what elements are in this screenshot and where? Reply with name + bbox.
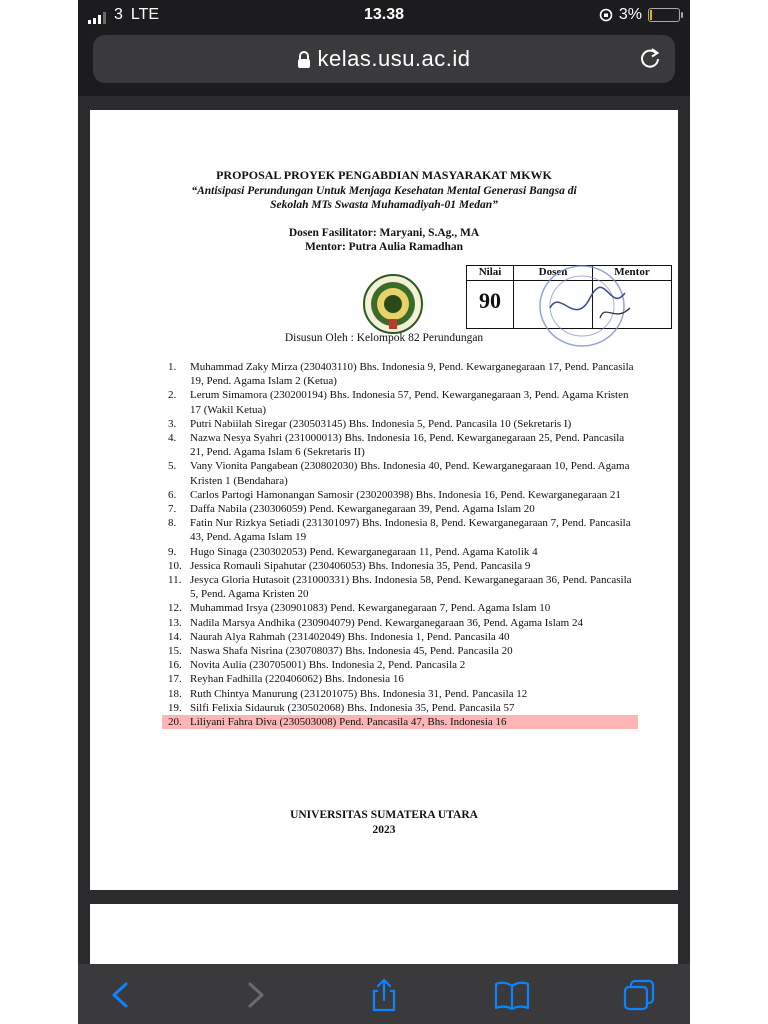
grade-divider [513, 266, 514, 328]
member-item [168, 658, 638, 672]
member-text: Muhammad Zaky Mirza (230403110) Bhs. Indonesia 9, Pend. Kewarganegaraan 17, Pend. Pancasila 19, Pend. Agama Islam 2 (Ketua) [190, 361, 634, 388]
member-number: 17. [168, 673, 182, 686]
document-page [90, 110, 678, 890]
member-text: Daffa Nabila (230306059) Pend. Kewarganegaraan 39, Pend. Agama Islam 20 [190, 503, 535, 516]
clock: 13.38 [363, 6, 405, 23]
share-icon[interactable] [364, 978, 404, 1012]
member-number: 11. [168, 574, 182, 587]
member-item [168, 516, 638, 544]
phone-screen [78, 0, 690, 1024]
grade-value: 90 [479, 288, 501, 313]
battery-icon [648, 8, 680, 22]
member-item [168, 545, 638, 559]
grade-header-nilai: Nilai [478, 266, 502, 278]
member-text: Jessica Romauli Sipahutar (230406053) Bhs. Indonesia 35, Pend. Pancasila 9 [190, 559, 531, 572]
member-text: Muhammad Irsya (230901083) Pend. Kewarganegaraan 7, Pend. Agama Islam 10 [190, 602, 551, 615]
member-number: 16. [168, 659, 182, 672]
member-text: Lerum Simamora (230200194) Bhs. Indonesia 57, Pend. Kewarganegaraan 3, Pend. Agama Kristen 17 (Wakil Ketua) [190, 389, 629, 416]
document-title: PROPOSAL PROYEK PENGABDIAN MASYARAKAT MKWK [216, 168, 552, 182]
member-item [168, 388, 638, 416]
member-text: Liliyani Fahra Diva (230503008) Pend. Pancasila 47, Bhs. Indonesia 16 [190, 716, 507, 729]
back-icon[interactable] [102, 978, 142, 1012]
facilitator-block [90, 226, 678, 254]
member-item-highlighted [162, 715, 638, 729]
status-right [599, 6, 680, 24]
member-item [168, 616, 638, 630]
member-text: Novita Aulia (230705001) Bhs. Indonesia 2, Pend. Pancasila 2 [190, 659, 466, 672]
member-item [168, 459, 638, 487]
dosen-line: Dosen Fasilitator: Maryani, S.Ag., MA [288, 227, 480, 239]
member-number: 5. [168, 460, 177, 473]
member-item [168, 559, 638, 573]
member-text: Fatin Nur Rizkya Setiadi (231301097) Bhs. Indonesia 8, Pend. Kewarganegaraan 7, Pend. Pancasila 43, Pend. Agama Islam 19 [190, 517, 631, 544]
member-item [168, 644, 638, 658]
bookmarks-icon[interactable] [492, 978, 532, 1012]
member-number: 19. [168, 701, 182, 714]
lock-icon [297, 51, 311, 69]
member-item [168, 701, 638, 715]
orientation-lock-icon [599, 8, 613, 22]
member-text: Jesyca Gloria Hutasoit (231000331) Bhs. Indonesia 58, Pend. Kewarganegaraan 36, Pend. Pancasila 5, Pend. Agama Kristen 20 [190, 574, 632, 601]
member-item [168, 687, 638, 701]
member-number: 7. [168, 503, 177, 516]
member-item [168, 573, 638, 601]
subtitle-line: Sekolah MTs Swasta Muhamadiyah-01 Medan” [270, 199, 498, 211]
member-list [168, 360, 638, 729]
carrier-label: 3 [114, 6, 123, 23]
url-display[interactable] [93, 46, 675, 72]
member-number: 14. [168, 630, 182, 643]
member-number: 20. [168, 716, 182, 729]
member-text: Nadila Marsya Andhika (230904079) Pend. Kewarganegaraan 36, Pend. Agama Islam 24 [190, 616, 583, 629]
reload-icon[interactable] [637, 45, 663, 71]
member-item [168, 417, 638, 431]
member-number: 10. [168, 559, 182, 572]
member-text: Silfi Felixia Sidauruk (230502068) Bhs. Indonesia 35, Pend. Pancasila 57 [190, 701, 515, 714]
member-text: Reyhan Fadhilla (220406062) Bhs. Indonesia 16 [190, 673, 404, 686]
member-number: 2. [168, 389, 177, 402]
member-number: 12. [168, 602, 182, 615]
member-text: Carlos Partogi Hamonangan Samosir (230200398) Bhs. Indonesia 16, Pend. Kewarganegaraan 21 [190, 488, 621, 501]
member-number: 13. [168, 616, 182, 629]
member-number: 3. [168, 417, 177, 430]
member-number: 8. [168, 517, 177, 530]
document-subtitle [150, 184, 618, 212]
document-footer [90, 808, 678, 838]
forward-icon[interactable] [234, 978, 274, 1012]
member-item [168, 360, 638, 388]
member-item [168, 431, 638, 459]
grade-header-mentor: Mentor [614, 266, 650, 278]
battery-percent: 3% [618, 6, 642, 23]
member-text: Naswa Shafa Nisrina (230708037) Bhs. Indonesia 45, Pend. Pancasila 20 [190, 645, 513, 658]
member-item [168, 601, 638, 615]
mentor-line: Mentor: Putra Aulia Ramadhan [304, 241, 464, 253]
member-number: 1. [168, 361, 177, 373]
member-item [168, 488, 638, 502]
member-item [168, 502, 638, 516]
member-number: 4. [168, 432, 177, 445]
subtitle-line: “Antisipasi Perundungan Untuk Menjaga Kesehatan Mental Generasi Bangsa di [191, 185, 577, 197]
member-text: Putri Nabiilah Siregar (230503145) Bhs. Indonesia 5, Pend. Pancasila 10 (Sekretaris I) [190, 417, 572, 430]
member-text: Nazwa Nesya Syahri (231000013) Bhs. Indonesia 16, Pend. Kewarganegaraan 25, Pend. Pancasila 21, Pend. Agama Islam 6 (Sekretaris II) [190, 432, 625, 459]
member-number: 9. [168, 545, 177, 558]
member-number: 6. [168, 488, 177, 501]
member-number: 15. [168, 645, 182, 658]
university-logo [362, 273, 424, 335]
grade-header-dosen: Dosen [538, 266, 568, 278]
member-text: Vany Vionita Pangabean (230802030) Bhs. Indonesia 40, Pend. Kewarganegaraan 10, Pend. Agama Kristen 1 (Bendahara) [190, 460, 630, 487]
tabs-icon[interactable] [620, 978, 660, 1012]
network-label: LTE [130, 6, 160, 23]
status-bar [78, 0, 690, 30]
author-line: Disusun Oleh : Kelompok 82 Perundungan [284, 332, 484, 344]
member-item [168, 630, 638, 644]
url-text: kelas.usu.ac.id [317, 46, 471, 71]
member-text: Hugo Sinaga (230302053) Pend. Kewarganegaraan 11, Pend. Agama Katolik 4 [190, 545, 538, 558]
member-number: 18. [168, 687, 182, 700]
page-viewport[interactable] [78, 96, 690, 964]
browser-toolbar [78, 964, 690, 1024]
university-name: UNIVERSITAS SUMATERA UTARA [290, 809, 478, 821]
member-item [168, 672, 638, 686]
member-text: Ruth Chintya Manurung (231201075) Bhs. Indonesia 31, Pend. Pancasila 12 [190, 687, 528, 700]
document-year: 2023 [372, 824, 396, 836]
next-page [90, 904, 678, 964]
address-bar[interactable] [93, 35, 675, 83]
member-text: Naurah Alya Rahmah (231402049) Bhs. Indonesia 1, Pend. Pancasila 40 [190, 630, 510, 643]
